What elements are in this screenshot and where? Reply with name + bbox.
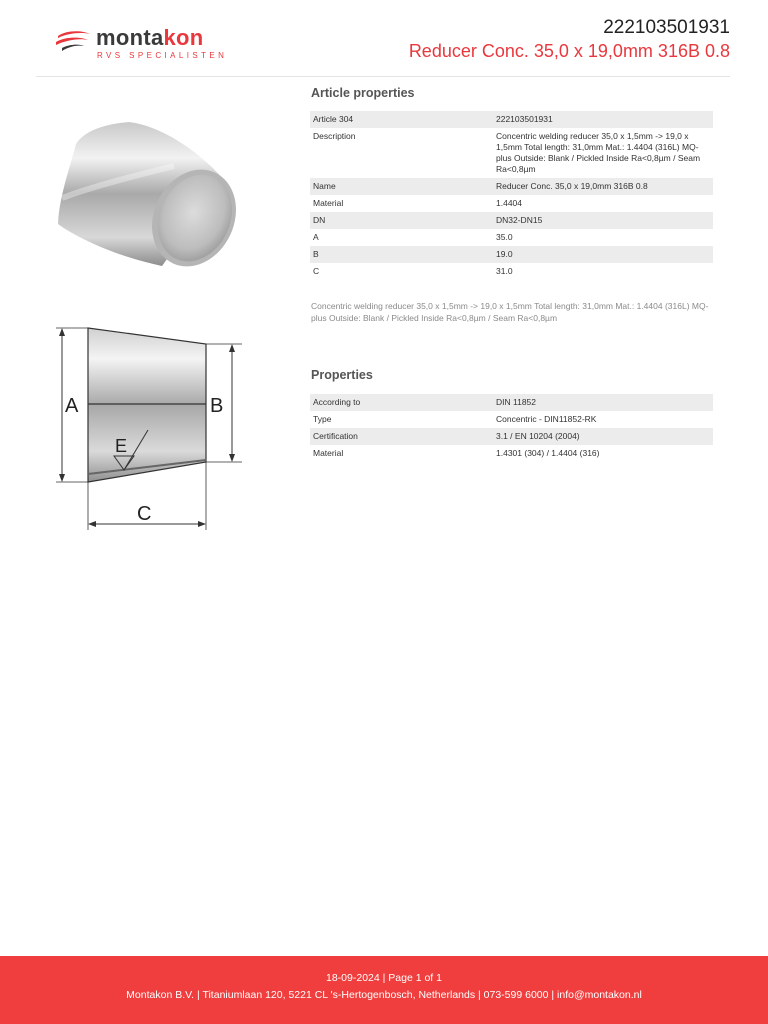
property-value: Concentric - DIN11852-RK	[496, 414, 597, 424]
property-value: 1.4301 (304) / 1.4404 (316)	[496, 448, 600, 458]
property-value: 1.4404	[496, 198, 522, 208]
table-row	[310, 411, 713, 428]
header-divider	[36, 76, 730, 77]
table-row	[310, 128, 713, 178]
table-row	[310, 394, 713, 411]
table-row	[310, 195, 713, 212]
footer-contact: Montakon B.V. | Titaniumlaan 120, 5221 CL 's-Hertogenbosch, Netherlands | 073-599 6000 | info@montakon.nl	[126, 989, 642, 1001]
properties-table	[310, 394, 713, 462]
company-logo	[52, 26, 252, 62]
property-value: 222103501931	[496, 114, 553, 124]
footer-date-page: 18-09-2024 | Page 1 of 1	[326, 972, 442, 984]
label-a: A	[65, 395, 79, 417]
brand-wordmark: montakon	[96, 25, 204, 50]
property-value: Concentric welding reducer 35,0 x 1,5mm -> 19,0 x 1,5mm Total length: 31,0mm Mat.: 1.4404 (316L) MQ-plus Outside: Blank / Pickled Inside Ra<0,8µm / Seam Ra<0,8µm	[496, 131, 701, 174]
property-value: 35.0	[496, 232, 513, 242]
property-key: According to	[313, 397, 361, 407]
property-key: A	[313, 232, 319, 242]
property-key: Material	[313, 448, 344, 458]
product-image	[54, 106, 254, 286]
table-row	[310, 178, 713, 195]
property-key: Material	[313, 198, 344, 208]
property-key: Article 304	[313, 114, 354, 124]
table-row	[310, 229, 713, 246]
property-key: Certification	[313, 431, 358, 441]
property-key: DN	[313, 215, 326, 225]
property-value: 3.1 / EN 10204 (2004)	[496, 431, 580, 441]
article-properties-table	[310, 111, 713, 280]
property-key: Description	[313, 131, 356, 141]
property-value: 31.0	[496, 266, 513, 276]
property-key: C	[313, 266, 320, 276]
property-key: B	[313, 249, 319, 259]
table-row	[310, 263, 713, 280]
article-number: 222103501931	[603, 17, 730, 38]
table-row	[310, 246, 713, 263]
label-b: B	[210, 395, 224, 417]
page-footer	[0, 956, 768, 1024]
product-title: Reducer Conc. 35,0 x 19,0mm 316B 0.8	[408, 41, 730, 61]
label-e: E	[115, 436, 128, 456]
table-row	[310, 111, 713, 128]
properties-title: Properties	[311, 368, 373, 382]
property-value: 19.0	[496, 249, 513, 259]
property-key: Name	[313, 181, 336, 191]
property-value: Reducer Conc. 35,0 x 19,0mm 316B 0.8	[496, 181, 648, 191]
table-row	[310, 428, 713, 445]
article-properties-title: Article properties	[311, 86, 415, 100]
property-value: DN32-DN15	[496, 215, 543, 225]
table-row	[310, 212, 713, 229]
long-description: Concentric welding reducer 35,0 x 1,5mm -> 19,0 x 1,5mm Total length: 31,0mm Mat.: 1.4404 (316L) MQ-plus Outside: Blank / Pickled Inside Ra<0,8µm / Seam Ra<0,8µm	[311, 301, 709, 323]
table-row	[310, 445, 713, 462]
dimension-drawing	[52, 322, 252, 532]
property-value: DIN 11852	[496, 397, 537, 407]
montakon-swoosh-icon	[52, 28, 92, 58]
label-c: C	[137, 503, 152, 525]
brand-tagline: RVS SPECIALISTEN	[97, 51, 228, 60]
property-key: Type	[313, 414, 332, 424]
